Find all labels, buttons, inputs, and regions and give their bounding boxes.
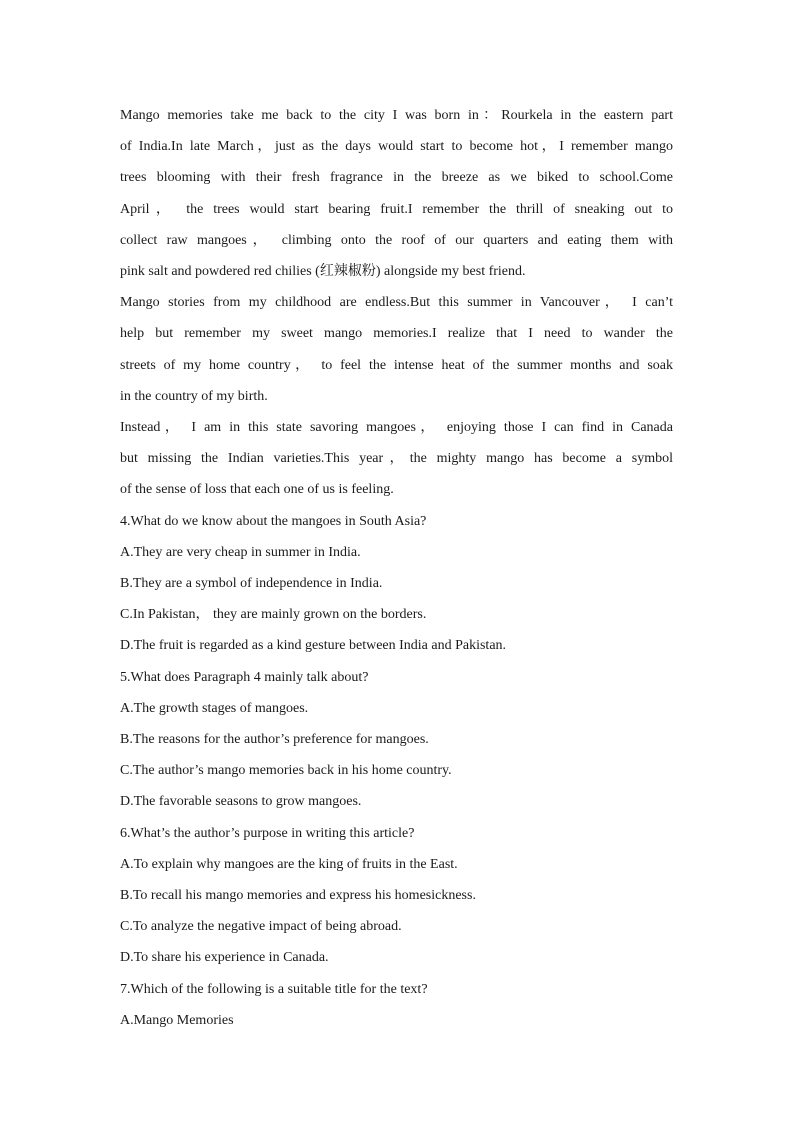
question-5 — [120, 662, 673, 818]
answer-option: A.To explain why mangoes are the king of fruits in the East. — [120, 856, 458, 872]
answer-option: A.Mango Memories — [120, 1012, 234, 1028]
text-line: but missing the Indian varieties.This year，the mighty mango has become a symbol — [120, 451, 673, 467]
answer-option: D.The fruit is regarded as a kind gesture between India and Pakistan. — [120, 638, 507, 654]
text-line: pink salt and powdered red chilies (红辣椒粉) alongside my best friend. — [120, 264, 526, 280]
question-text: 4.What do we know about the mangoes in South Asia? — [120, 513, 427, 529]
question-text: 5.What does Paragraph 4 mainly talk about? — [120, 669, 369, 685]
answer-option: D.The favorable seasons to grow mangoes. — [120, 794, 362, 810]
answer-option: C.The author’s mango memories back in his home country. — [120, 763, 452, 779]
text-line: collect raw mangoes， climbing onto the roof of our quarters and eating them with — [120, 232, 673, 248]
answer-option: C.In Pakistan， they are mainly grown on the borders. — [120, 607, 427, 623]
answer-option: A.They are very cheap in summer in India. — [120, 544, 361, 560]
document-page — [120, 100, 673, 1036]
question-6 — [120, 818, 673, 974]
passage-paragraph-2 — [120, 287, 673, 412]
question-text: 6.What’s the author’s purpose in writing this article? — [120, 825, 415, 841]
question-4 — [120, 506, 673, 662]
text-line: of India.In late March，just as the days would start to become hot，I remember mango — [120, 139, 673, 155]
text-line: Instead， I am in this state savoring mangoes， enjoying those I can find in Canada — [120, 420, 673, 436]
answer-option: B.To recall his mango memories and express his homesickness. — [120, 888, 476, 904]
text-line: trees blooming with their fresh fragrance in the breeze as we biked to school.Come — [120, 170, 673, 186]
text-line: help but remember my sweet mango memories.I realize that I need to wander the — [120, 326, 673, 342]
text-line: April， the trees would start bearing fruit.I remember the thrill of sneaking out to — [120, 201, 673, 217]
passage-paragraph-3 — [120, 412, 673, 506]
answer-option: B.The reasons for the author’s preference for mangoes. — [120, 732, 429, 748]
question-text: 7.Which of the following is a suitable title for the text? — [120, 981, 428, 997]
question-7 — [120, 974, 673, 1036]
answer-option: A.The growth stages of mangoes. — [120, 700, 309, 716]
text-line: Mango stories from my childhood are endless.But this summer in Vancouver， I can’t — [120, 295, 673, 311]
text-line: of the sense of loss that each one of us is feeling. — [120, 482, 394, 498]
passage-paragraph-1 — [120, 100, 673, 287]
answer-option: C.To analyze the negative impact of being abroad. — [120, 919, 402, 935]
answer-option: D.To share his experience in Canada. — [120, 950, 329, 966]
text-line: Mango memories take me back to the city I was born in：Rourkela in the eastern part — [120, 108, 673, 123]
text-line: streets of my home country， to feel the intense heat of the summer months and soak — [120, 357, 673, 373]
text-line: in the country of my birth. — [120, 388, 268, 404]
answer-option: B.They are a symbol of independence in India. — [120, 576, 383, 592]
